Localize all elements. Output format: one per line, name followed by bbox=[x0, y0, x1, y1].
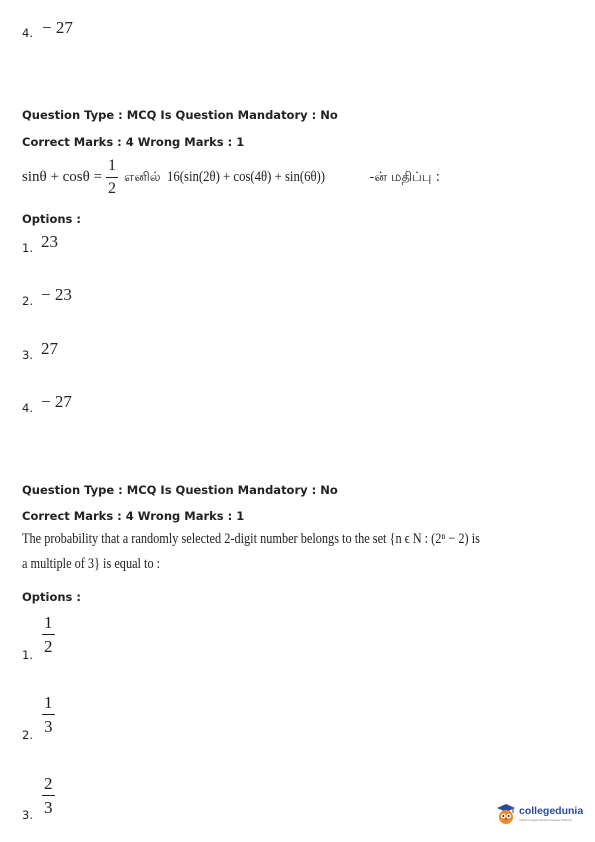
options-label: Options : bbox=[22, 590, 81, 604]
fraction-denominator: 2 bbox=[42, 634, 55, 655]
question-stem-line-1: The probability that a randomly selected 2-digit number belongs to the set {n ϵ N : (2ⁿ − 2) is bbox=[22, 531, 480, 547]
logo-tagline: India's Largest Student Review Platform bbox=[519, 817, 573, 822]
fraction-denominator: 2 bbox=[106, 177, 118, 197]
option-fraction bbox=[42, 775, 55, 816]
marks-line: Correct Marks : 4 Wrong Marks : 1 bbox=[22, 509, 245, 523]
fraction bbox=[106, 158, 118, 197]
option-number: 1. bbox=[22, 648, 33, 662]
question-type-line: Question Type : MCQ Is Question Mandatory : No bbox=[22, 483, 338, 497]
option-number: 3. bbox=[22, 348, 33, 362]
fraction-numerator: 1 bbox=[44, 613, 53, 632]
option-value: − 27 bbox=[42, 18, 73, 37]
option-number: 4. bbox=[22, 401, 33, 415]
option-number: 3. bbox=[22, 808, 33, 822]
question-stem-line-2: a multiple of 3} is equal to : bbox=[22, 556, 161, 572]
collegedunia-logo bbox=[496, 803, 583, 825]
question-stem bbox=[22, 158, 440, 197]
option-fraction bbox=[42, 614, 55, 655]
option-value: − 27 bbox=[41, 392, 72, 411]
option-number: 4. bbox=[22, 26, 33, 40]
option-number: 2. bbox=[22, 294, 33, 308]
option-number: 1. bbox=[22, 241, 33, 255]
stem-expression: 16(sin(2θ) + cos(4θ) + sin(6θ)) bbox=[166, 169, 325, 185]
fraction-denominator: 3 bbox=[42, 714, 55, 735]
fraction-denominator: 3 bbox=[42, 795, 55, 816]
option-value: − 23 bbox=[41, 285, 72, 304]
marks-line: Correct Marks : 4 Wrong Marks : 1 bbox=[22, 135, 245, 149]
fraction-numerator: 2 bbox=[44, 774, 53, 793]
logo-wordmark: collegedunia bbox=[519, 805, 584, 818]
tamil-tail: -ன் மதிப்பு : bbox=[369, 169, 440, 185]
option-value: 23 bbox=[41, 232, 58, 251]
question-type-line: Question Type : MCQ Is Question Mandatory : No bbox=[22, 108, 338, 122]
stem-lhs: sinθ + cosθ = bbox=[22, 169, 103, 185]
options-label: Options : bbox=[22, 212, 81, 226]
option-value: 27 bbox=[41, 339, 58, 358]
fraction-numerator: 1 bbox=[108, 157, 117, 174]
graduate-owl-icon bbox=[496, 803, 516, 825]
fraction-numerator: 1 bbox=[44, 693, 53, 712]
option-fraction bbox=[42, 694, 55, 735]
option-number: 2. bbox=[22, 728, 33, 742]
tamil-if: எனில் bbox=[124, 169, 161, 185]
